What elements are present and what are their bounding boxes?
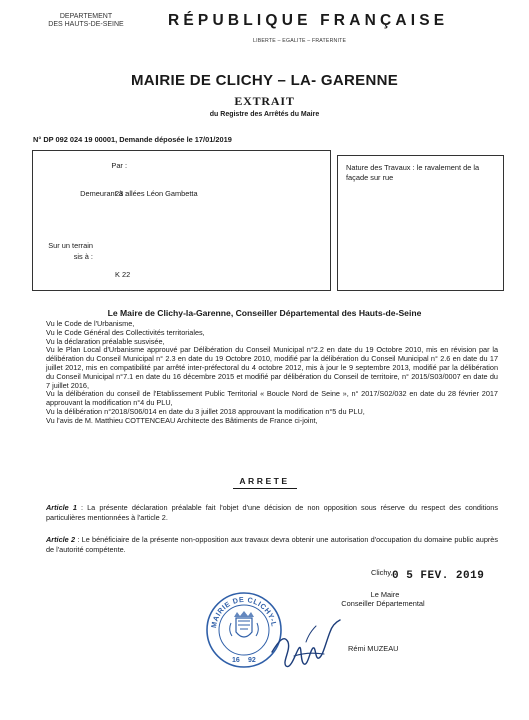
visa-item: Vu la délibération n°2018/S06/014 en date du 3 juillet 2018 approuvant la modification n°5 du PLU, — [46, 406, 365, 416]
arrete-heading: ARRETE — [239, 476, 290, 486]
article-1-label: Article 1 — [46, 503, 77, 512]
visa-item: Vu la délibération du conseil de l'Etablissement Public Territorial « Boucle Nord de Seine », n° 2017/S02/032 en date du 28 février 2017 approuvant la modification n°4 du PLU, — [46, 389, 498, 408]
nature-label: Nature des Travaux : — [346, 163, 415, 172]
dossier-reference: N° DP 092 024 19 00001, Demande déposée le 17/01/2019 — [33, 135, 232, 144]
seal-number: 16 — [232, 657, 240, 664]
visas-list — [46, 320, 498, 426]
arrete-underline — [233, 488, 297, 489]
demeurant-value: 23 allées Léon Gambetta — [115, 189, 198, 198]
applicant-box — [32, 150, 331, 291]
signature-icon — [266, 612, 346, 674]
seal-text: MAIRIE DE CLICHY-L — [208, 594, 279, 629]
visa-item: Vu l'avis de M. Matthieu COTTENCEAU Architecte des Bâtiments de France ci-joint, — [46, 415, 318, 425]
mairie-title: MAIRIE DE CLICHY – LA- GARENNE — [130, 72, 399, 89]
visa-item: Vu le Code Général des Collectivités territoriales, — [46, 327, 205, 337]
department-heading — [38, 13, 134, 29]
nature-travaux-text — [346, 163, 498, 182]
signature-date-stamp: 0 5 FEV. 2019 — [392, 570, 485, 582]
department-line-2: DES HAUTS-DE-SEINE — [48, 21, 124, 28]
registre-subtitle: du Registre des Arrêtés du Maire — [209, 111, 320, 118]
demeurant-label: Demeurant à : — [80, 189, 127, 198]
seal-number-2: 92 — [248, 657, 256, 664]
extrait-title: EXTRAIT — [234, 94, 295, 108]
signature-role-line-1: Le Maire — [370, 590, 400, 599]
terrain-label-line-1: Sur un terrain — [48, 241, 93, 250]
terrain-value: K 22 — [115, 270, 131, 279]
maire-heading: Le Maire de Clichy-la-Garenne, Conseiller Départemental des Hauts-de-Seine — [107, 308, 422, 318]
terrain-label-line-2: sis à : — [73, 252, 93, 261]
handwritten-signature — [266, 612, 346, 679]
nature-value: le ravalement de la façade sur rue — [346, 163, 480, 182]
visa-item: Vu le Code de l'Urbanisme, — [46, 319, 135, 328]
department-line-1: DEPARTEMENT — [59, 13, 113, 20]
republic-motto: LIBERTE – EGALITE – FRATERNITE — [253, 38, 347, 44]
article-2 — [46, 535, 498, 554]
par-label: Par : — [111, 161, 127, 170]
signature-place: Clichy, — [371, 568, 393, 577]
signer-name: Rémi MUZEAU — [348, 644, 399, 653]
article-2-label: Article 2 — [46, 535, 76, 544]
article-1 — [46, 503, 498, 522]
article-1-text: : La présente déclaration préalable fait l'objet d'une décision de non opposition sous réserve du respect des conditions particulières mentionnées à l'article 2. — [46, 503, 498, 522]
visa-item: Vu la déclaration préalable susvisée, — [46, 336, 165, 346]
signature-role-line-2: Conseiller Départemental — [341, 599, 425, 608]
article-2-text: : Le bénéficiaire de la présente non-opposition aux travaux devra obtenir une autorisation d'occupation du domaine public auprès de l'autorité compétente. — [46, 535, 499, 554]
nature-travaux-box — [337, 155, 504, 291]
visa-item: Vu le Plan Local d'Urbanisme approuvé par Délibération du Conseil Municipal n°2.2 en date du 19 Octobre 2010, mis en révision par la délibération du Conseil Municipal n° 2.3 en date du 19 Octobre 2010, modifié par la délibération du Conseil Municipal n° 2.6 en date du 17 juillet 2012, mis en compatibilité par arrêté inter-préfectoral du 4 octobre 2012, mis à jour le 9 septembre 2013, modifié par la délibération du Conseil Municipal n°7.1 en date du 16 décembre 2015 et modifié par délibération du Conseil de territoire, n° 2015/S03/0007 en date du 7 juillet 2016, — [46, 345, 498, 390]
republic-heading: RÉPUBLIQUE FRANÇAISE — [168, 12, 449, 29]
